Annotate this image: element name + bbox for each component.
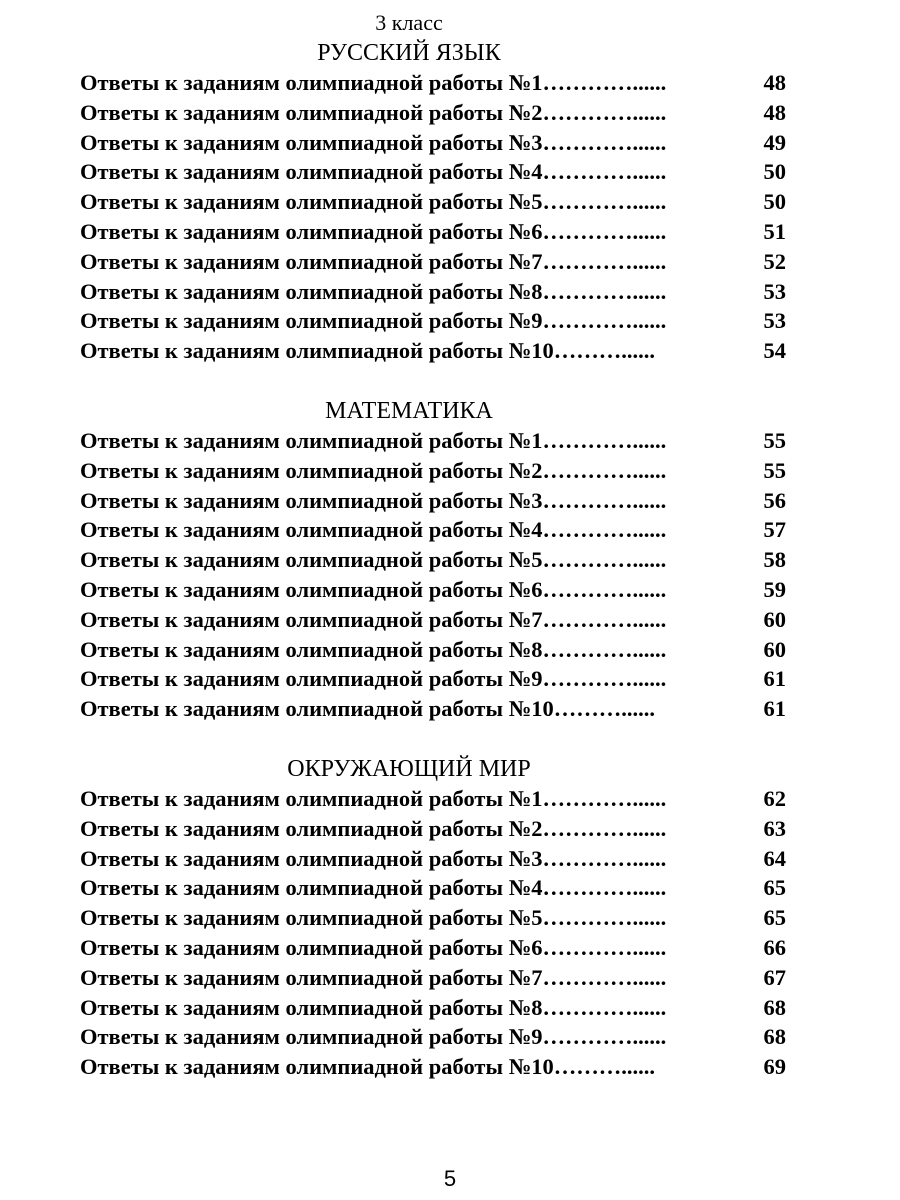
section-title: ОКРУЖАЮЩИЙ МИР (287, 756, 531, 782)
section-title: РУССКИЙ ЯЗЫК (317, 40, 501, 66)
toc-entry (0, 664, 900, 694)
toc-entry (0, 784, 900, 814)
page-number: 5 (443, 1166, 457, 1191)
toc-entry-title: Ответы к заданиям олимпиадной работы №4…………...... (80, 875, 667, 901)
toc-entry-page: 61 (763, 666, 786, 692)
toc-entry (0, 128, 900, 158)
toc-entry-title: Ответы к заданиям олимпиадной работы №5…………...... (80, 189, 667, 215)
toc-entry (0, 277, 900, 307)
toc-entry (0, 814, 900, 844)
toc-entry-page: 51 (763, 218, 786, 244)
toc-entry-title: Ответы к заданиям олимпиадной работы №9…………...... (80, 308, 667, 334)
toc-entry (0, 545, 900, 575)
toc-entry (0, 68, 900, 98)
toc-entry (0, 694, 900, 724)
toc-entry-page: 64 (763, 845, 786, 871)
section-russian (0, 38, 900, 366)
toc-entry-page: 49 (763, 129, 786, 155)
toc-entry-title: Ответы к заданиям олимпиадной работы №3…………...... (80, 129, 667, 155)
toc-entry-page: 69 (763, 1054, 786, 1080)
toc-entry (0, 963, 900, 993)
toc-entry (0, 157, 900, 187)
toc-entry-page: 61 (763, 696, 786, 722)
toc-entry-page: 57 (763, 517, 786, 543)
toc-entry-page: 68 (763, 994, 786, 1020)
section-title: МАТЕМАТИКА (325, 398, 493, 424)
toc-entry-title: Ответы к заданиям олимпиадной работы №6…………...... (80, 218, 667, 244)
toc-list (0, 784, 900, 1082)
toc-entry-page: 55 (763, 457, 786, 483)
toc-entry-title: Ответы к заданиям олимпиадной работы №5…………...... (80, 905, 667, 931)
toc-entry-title: Ответы к заданиям олимпиадной работы №6…………...... (80, 934, 667, 960)
toc-entry-page: 60 (763, 636, 786, 662)
toc-entry-page: 58 (763, 547, 786, 573)
toc-entry-title: Ответы к заданиям олимпиадной работы №7…………...... (80, 248, 667, 274)
toc-entry-page: 53 (763, 278, 786, 304)
section-math (0, 396, 900, 724)
toc-entry-title: Ответы к заданиям олимпиадной работы №1…………...... (80, 70, 667, 95)
toc-entry-title: Ответы к заданиям олимпиадной работы №2…………...... (80, 457, 667, 483)
toc-entry (0, 217, 900, 247)
toc-entry-page: 66 (763, 934, 786, 960)
toc-entry-title: Ответы к заданиям олимпиадной работы №2…………...... (80, 99, 667, 125)
toc-entry-title: Ответы к заданиям олимпиадной работы №10………...... (80, 696, 656, 722)
toc-entry-title: Ответы к заданиям олимпиадной работы №7…………...... (80, 606, 667, 632)
toc-entry-title: Ответы к заданиям олимпиадной работы №3…………...... (80, 845, 667, 871)
toc-entry-page: 56 (763, 487, 786, 513)
toc-entry (0, 486, 900, 516)
toc-entry (0, 98, 900, 128)
toc-entry (0, 306, 900, 336)
toc-entry (0, 933, 900, 963)
toc-entry (0, 873, 900, 903)
toc-entry-title: Ответы к заданиям олимпиадной работы №1…………...... (80, 786, 667, 811)
toc-entry-title: Ответы к заданиям олимпиадной работы №4…………...... (80, 159, 667, 185)
toc-entry-page: 52 (763, 248, 786, 274)
toc-entry-title: Ответы к заданиям олимпиадной работы №4…………...... (80, 517, 667, 543)
toc-entry (0, 336, 900, 366)
toc-entry-page: 48 (763, 70, 786, 95)
toc-entry-title: Ответы к заданиям олимпиадной работы №9…………...... (80, 666, 667, 692)
toc-entry-page: 54 (763, 338, 786, 364)
toc-entry-title: Ответы к заданиям олимпиадной работы №8…………...... (80, 636, 667, 662)
toc-entry-page: 48 (763, 99, 786, 125)
toc-entry (0, 993, 900, 1023)
toc-entry (0, 635, 900, 665)
toc-entry (0, 605, 900, 635)
toc-entry-page: 63 (763, 815, 786, 841)
toc-entry (0, 903, 900, 933)
toc-entry-page: 50 (763, 159, 786, 185)
toc-entry-page: 60 (763, 606, 786, 632)
toc-entry-title: Ответы к заданиям олимпиадной работы №8…………...... (80, 994, 667, 1020)
toc-entry-page: 55 (763, 428, 786, 453)
toc-entry-page: 68 (763, 1024, 786, 1050)
toc-entry-title: Ответы к заданиям олимпиадной работы №9…………...... (80, 1024, 667, 1050)
toc-entry-title: Ответы к заданиям олимпиадной работы №6…………...... (80, 576, 667, 602)
toc-entry-title: Ответы к заданиям олимпиадной работы №2…………...... (80, 815, 667, 841)
section-world (0, 754, 900, 1082)
toc-list (0, 426, 900, 724)
toc-entry-page: 53 (763, 308, 786, 334)
toc-entry-title: Ответы к заданиям олимпиадной работы №3…………...... (80, 487, 667, 513)
toc-entry-page: 50 (763, 189, 786, 215)
toc-entry (0, 1022, 900, 1052)
toc-entry-title: Ответы к заданиям олимпиадной работы №8…………...... (80, 278, 667, 304)
toc-entry-page: 65 (763, 905, 786, 931)
toc-entry-title: Ответы к заданиям олимпиадной работы №10………...... (80, 1054, 656, 1080)
toc-entry-page: 65 (763, 875, 786, 901)
toc-entry (0, 456, 900, 486)
toc-list (0, 68, 900, 366)
toc-entry (0, 247, 900, 277)
grade-heading: 3 класс (375, 10, 443, 35)
toc-entry-title: Ответы к заданиям олимпиадной работы №7…………...... (80, 964, 667, 990)
toc-entry (0, 575, 900, 605)
toc-entry-title: Ответы к заданиям олимпиадной работы №1…………...... (80, 428, 667, 453)
toc-entry (0, 426, 900, 456)
toc-entry (0, 844, 900, 874)
toc-entry-page: 59 (763, 576, 786, 602)
toc-entry-title: Ответы к заданиям олимпиадной работы №5…………...... (80, 547, 667, 573)
toc-entry-page: 67 (763, 964, 786, 990)
toc-entry-page: 62 (763, 786, 786, 811)
toc-entry (0, 1052, 900, 1082)
toc-entry (0, 187, 900, 217)
toc-entry-title: Ответы к заданиям олимпиадной работы №10………...... (80, 338, 656, 364)
toc-entry (0, 515, 900, 545)
